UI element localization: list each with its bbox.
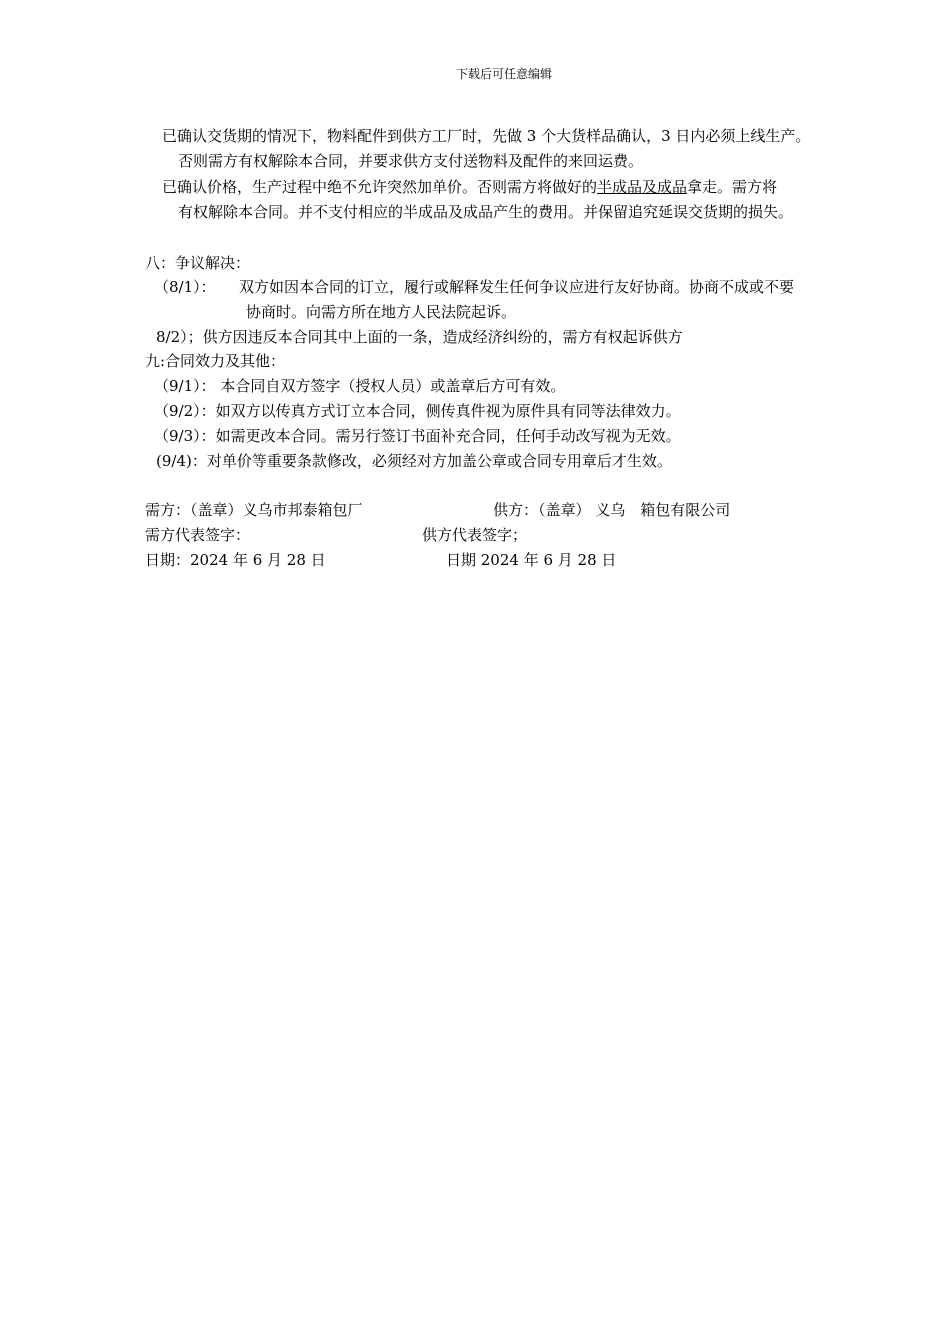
- seller-date: 日期 2024 年 6 月 28 日: [446, 551, 617, 569]
- clause-delivery-line2: 否则需方有权解除本合同，并要求供方支付送物料及配件的来回运费。: [178, 152, 644, 170]
- clause-8-1-line2: 协商时。向需方所在地方人民法院起诉。: [246, 303, 517, 321]
- seller-representative-signature: 供方代表签字；: [422, 526, 528, 544]
- clause-9-3: （9/3）：如需更改本合同。需另行签订书面补充合同，任何手动改写视为无效。: [154, 427, 681, 445]
- seller-seal: 供方：（盖章） 义乌 箱包有限公司: [493, 501, 731, 519]
- clause-price-line1: [162, 177, 777, 197]
- clause-price-line2: 有权解除本合同。并不支付相应的半成品及成品产生的费用。并保留追究延误交货期的损失。: [178, 203, 794, 221]
- clause-9-4: (9/4)：对单价等重要条款修改，必须经对方加盖公章或合同专用章后才生效。: [156, 452, 672, 470]
- buyer-date: 日期：2024 年 6 月 28 日: [145, 551, 326, 569]
- clause-8-1-label: （8/1）：: [154, 278, 216, 296]
- clause-8-1-line1: 双方如因本合同的订立，履行或解释发生任何争议应进行友好协商。协商不成或不要: [239, 278, 795, 296]
- clause-9-2: （9/2）：如双方以传真方式订立本合同，侧传真件视为原件具有同等法律效力。: [154, 402, 681, 420]
- section-9-heading: 九:合同效力及其他：: [145, 352, 286, 370]
- clause-8-2: 8/2）；供方因违反本合同其中上面的一条，造成经济纠纷的，需方有权起诉供方: [156, 328, 683, 346]
- buyer-seal: 需方：（盖章）义乌市邦泰箱包厂: [145, 501, 363, 519]
- page-header: 下载后可任意编辑: [455, 67, 552, 81]
- clause-delivery-line1: 已确认交货期的情况下，物料配件到供方工厂时，先做 3 个大货样品确认，3 日内必须上线生产。: [162, 127, 811, 145]
- clause-price-text-b: 拿走。需方将: [687, 178, 778, 196]
- clause-price-text-a: 已确认价格，生产过程中绝不允许突然加单价。否则需方将做好的: [162, 178, 598, 196]
- section-8-heading: 八：争议解决：: [145, 254, 251, 272]
- buyer-representative-signature: 需方代表签字：: [145, 526, 251, 544]
- clause-price-underlined: 半成品及成品: [597, 178, 688, 196]
- clause-9-1: （9/1）： 本合同自双方签字（授权人员）或盖章后方可有效。: [154, 377, 566, 395]
